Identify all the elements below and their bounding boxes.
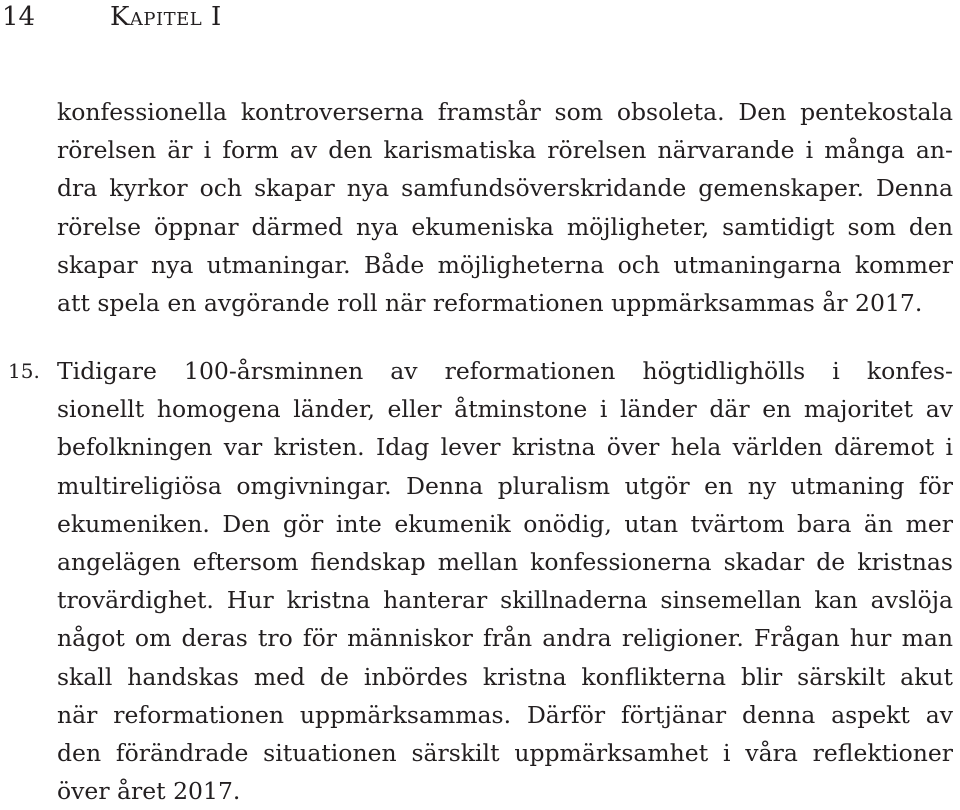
text-line: dra kyrkor och skapar nya samfundsöverskridande gemenskaper. Denna	[57, 174, 953, 203]
text-line: rörelsen är i form av den karismatiska rörelsen närvarande i många an-	[57, 136, 953, 165]
text-line: Tidigare 100-årsminnen av reformationen högtidlighölls i konfes-	[57, 357, 953, 385]
text-line: befolkningen var kristen. Idag lever kristna över hela världen däremot i	[57, 433, 953, 462]
text-line: när reformationen uppmärksammas. Därför förtjänar denna aspekt av	[57, 700, 953, 729]
paragraph-number: 15.	[8, 359, 40, 383]
text-line: något om deras tro för människor från andra religioner. Frågan hur man	[57, 624, 953, 653]
text-line: skall handskas med de inbördes kristna konflikterna blir särskilt akut	[57, 662, 953, 691]
text-line: den förändrade situationen särskilt uppmärksamhet i våra reflektioner	[57, 738, 953, 767]
text-line: angelägen eftersom fiendskap mellan konfessionerna skadar de kristnas	[57, 547, 953, 576]
chapter-title: Kapitel I	[110, 2, 222, 32]
text-line: skapar nya utmaningar. Både möjligheterna och utmaningarna kommer	[57, 250, 953, 279]
running-head	[0, 0, 960, 40]
text-line: att spela en avgörande roll när reformationen uppmärksammas år 2017.	[57, 288, 923, 317]
text-line: trovärdighet. Hur kristna hanterar skillnaderna sinsemellan kan avslöja	[57, 586, 953, 615]
text-line: över året 2017.	[57, 777, 241, 806]
page-number: 14	[2, 2, 36, 32]
text-line: ekumeniken. Den gör inte ekumenik onödig, utan tvärtom bara än mer	[57, 509, 953, 538]
text-line: multireligiösa omgivningar. Denna pluralism utgör en ny utmaning för	[57, 471, 953, 500]
text-line: rörelse öppnar därmed nya ekumeniska möjligheter, samtidigt som den	[57, 212, 953, 241]
text-line: konfessionella kontroverserna framstår som obsoleta. Den pentekostala	[57, 98, 953, 126]
text-line: sionellt homogena länder, eller åtminstone i länder där en majoritet av	[57, 395, 953, 424]
paragraph-15	[57, 352, 953, 810]
paragraph-continued	[57, 93, 953, 322]
